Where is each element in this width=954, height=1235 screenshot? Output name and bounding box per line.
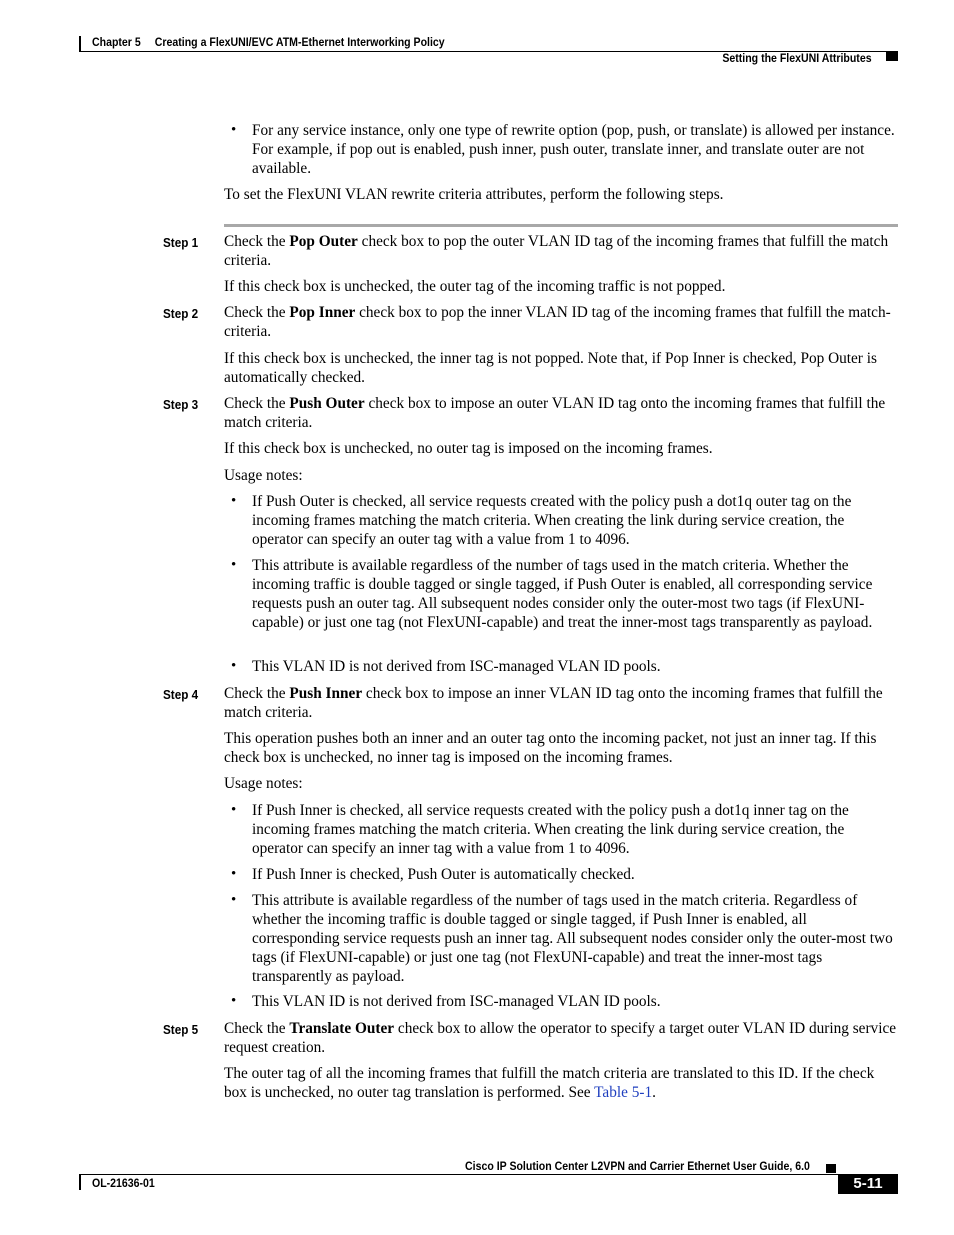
- step-4-bullet-3: This attribute is available regardless of the number of tags used in the match criteria. Regardless of whether the incoming traffic is double tagged or single tagged, if Push Inner is enabled, all corresponding service requests push an inner tag. All subsequent nodes consider only the outer-most two tags (if FlexUNI-capable) or just one tag (not FlexUNI-capable) and treat the inner-most tags transparently as payload.: [252, 892, 893, 985]
- step-3-label: Step 3: [163, 397, 199, 412]
- step-4-usage-label: Usage notes:: [224, 775, 303, 792]
- step-5-note: The outer tag of all the incoming frames that fulfill the match criteria are translated to this ID. If the check box is unchecked, no outer tag translation is performed. See Table 5-1.: [224, 1065, 875, 1101]
- bullet-marker: •: [231, 557, 237, 573]
- step-3-bullet-2: This attribute is available regardless of the number of tags used in the match criteria. Whether the incoming traffic is double tagged or single tagged, if Push Outer is enabled, all corresponding service requests push an outer tag. All subsequent nodes consider only the outer-most two tags (if FlexUNI-capable) or just one tag (not FlexUNI-capable) and treat the inner-most tags transparently as payload.: [252, 557, 873, 631]
- bullet-marker: •: [231, 658, 237, 674]
- step-1-note: If this check box is unchecked, the outer tag of the incoming traffic is not popped.: [224, 278, 726, 295]
- step-2-note: If this check box is unchecked, the inner tag is not popped. Note that, if Pop Inner is checked, Pop Outer is automatically checked.: [224, 350, 877, 386]
- bullet-marker: •: [231, 892, 237, 908]
- chapter-title: Creating a FlexUNI/EVC ATM-Ethernet Interworking Policy: [154, 35, 445, 49]
- step-3-bullet-3: This VLAN ID is not derived from ISC-managed VLAN ID pools.: [252, 658, 661, 675]
- step-1-term: Pop Outer: [289, 233, 358, 250]
- footer-doc-number: OL-21636-01: [92, 1176, 155, 1190]
- step-3-text: Check the Push Outer check box to impose an outer VLAN ID tag onto the incoming frames that fulfill the match criteria.: [224, 395, 886, 431]
- step-4-bullet-2: If Push Inner is checked, Push Outer is automatically checked.: [252, 866, 635, 883]
- step-4-bullet-4: This VLAN ID is not derived from ISC-managed VLAN ID pools.: [252, 993, 661, 1010]
- table-5-1-link[interactable]: Table 5-1: [594, 1084, 653, 1101]
- header-left-bar: [79, 36, 81, 52]
- bullet-marker: •: [231, 802, 237, 818]
- bullet-marker: •: [231, 993, 237, 1009]
- step-5-label: Step 5: [163, 1022, 199, 1037]
- intro-bullet: For any service instance, only one type of rewrite option (pop, push, or translate) is allowed per instance. For example, if pop out is enabled, push inner, push outer, translate inner, and translate outer are not available.: [252, 122, 895, 177]
- step-1-label: Step 1: [163, 235, 199, 250]
- step-3-note: If this check box is unchecked, no outer tag is imposed on the incoming frames.: [224, 440, 713, 457]
- step-2-term: Pop Inner: [289, 304, 356, 321]
- step-3-usage-label: Usage notes:: [224, 467, 303, 484]
- step-2-label: Step 2: [163, 306, 199, 321]
- footer-left-bar: [79, 1174, 81, 1190]
- step-4-label: Step 4: [163, 687, 199, 702]
- bullet-marker: •: [231, 493, 237, 509]
- step-3-bullet-1: If Push Outer is checked, all service requests created with the policy push a dot1q outer tag on the incoming frames matching the match criteria. When creating the link during service creation, the operator can specify an outer tag with a value from 1 to 4096.: [252, 493, 852, 548]
- footer-page-number: 5-11: [838, 1174, 898, 1194]
- footer-rule: [79, 1174, 898, 1175]
- header-chapter: [92, 35, 445, 49]
- footer-guide-title: Cisco IP Solution Center L2VPN and Carrier Ethernet User Guide, 6.0: [465, 1159, 810, 1173]
- step-4-term: Push Inner: [289, 685, 363, 702]
- bullet-marker: •: [231, 866, 237, 882]
- step-4-text: Check the Push Inner check box to impose an inner VLAN ID tag onto the incoming frames that fulfill the match criteria.: [224, 685, 883, 721]
- intro-lead: To set the FlexUNI VLAN rewrite criteria attributes, perform the following steps.: [224, 186, 724, 203]
- step-2-text: Check the Pop Inner check box to pop the inner VLAN ID tag of the incoming frames that fulfill the match-criteria.: [224, 304, 891, 340]
- step-4-bullet-1: If Push Inner is checked, all service requests created with the policy push a dot1q inner tag on the incoming frames matching the match criteria. When creating the link during service creation, the operator can specify an inner tag with a value from 1 to 4096.: [252, 802, 849, 857]
- step-3-term: Push Outer: [289, 395, 365, 412]
- step-5-term: Translate Outer: [289, 1020, 395, 1037]
- header-section-title: Setting the FlexUNI Attributes: [722, 51, 872, 65]
- step-5-text: Check the Translate Outer check box to allow the operator to specify a target outer VLAN ID during service request creation.: [224, 1020, 897, 1056]
- chapter-number: Chapter 5: [92, 35, 141, 49]
- bullet-marker: •: [231, 122, 237, 138]
- section-rule: [224, 224, 898, 227]
- step-1-text: Check the Pop Outer check box to pop the outer VLAN ID tag of the incoming frames that fulfill the match criteria.: [224, 233, 889, 269]
- header-marker-block: [886, 51, 898, 61]
- footer-marker-block: [826, 1164, 836, 1173]
- step-4-note: This operation pushes both an inner and an outer tag onto the incoming packet, not just an inner tag. If this check box is unchecked, no inner tag is imposed on the incoming frames.: [224, 730, 877, 766]
